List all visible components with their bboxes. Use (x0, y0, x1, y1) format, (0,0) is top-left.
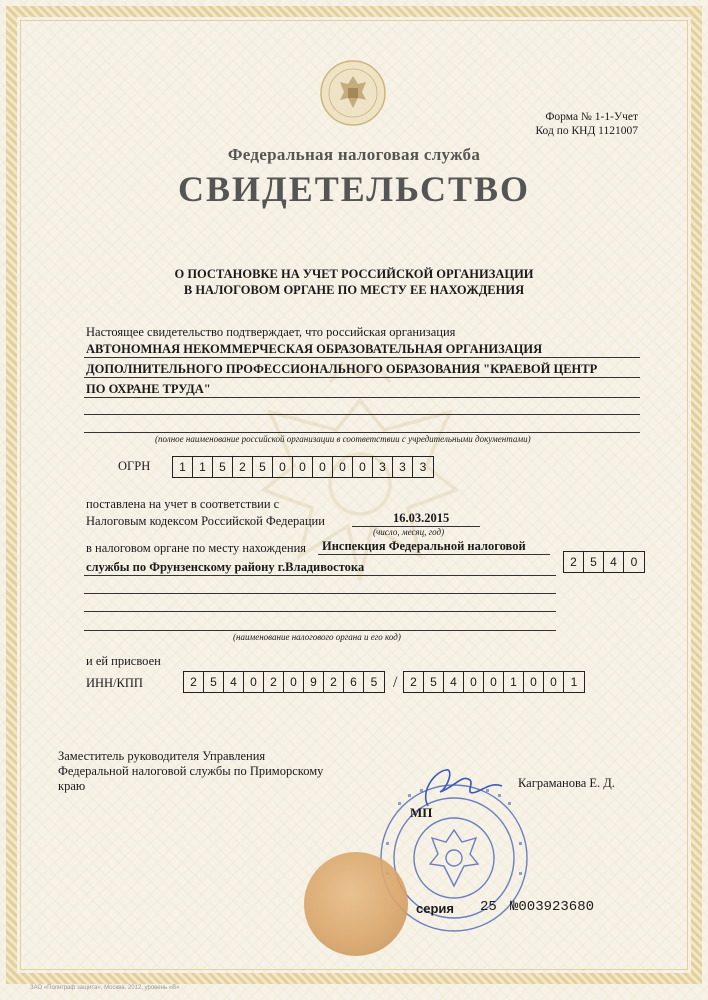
ogrn-digit: 2 (233, 457, 253, 477)
registered-text-1: поставлена на учет в соответствии с (86, 497, 280, 511)
subtitle-line-2: В НАЛОГОВОМ ОРГАНЕ ПО МЕСТУ ЕЕ НАХОЖДЕНИЯ (183, 283, 525, 297)
form-number: Форма № 1-1-Учет (545, 111, 638, 123)
authority-code-digit: 5 (584, 552, 604, 572)
signatory-position (58, 749, 323, 794)
serial-series: 25 (480, 899, 497, 915)
date-hint: (число, месяц, год) (373, 527, 445, 537)
ogrn-digit: 0 (353, 457, 373, 477)
inn-digit: 5 (370, 675, 378, 689)
org-name-hint: (полное наименование российской организации в соответствии с учредительными документами) (155, 434, 531, 444)
print-footer: ЗАО «Полиграф защита», Москва, 2012, уровень «В» (30, 985, 180, 991)
inn-digit: 2 (324, 672, 344, 692)
fns-emblem-icon (318, 58, 388, 128)
authority-code-digit: 4 (604, 552, 624, 572)
authority-name-1: Инспекция Федеральной налоговой (322, 539, 526, 553)
registration-date: 16.03.2015 (393, 511, 450, 525)
ogrn-label: ОГРН (118, 459, 151, 473)
authority-hint: (наименование налогового органа и его код) (233, 632, 401, 642)
kpp-digit: 0 (524, 672, 544, 692)
inn-kpp-separator: / (393, 674, 398, 691)
inn-digit: 2 (184, 672, 204, 692)
stamp-place: МП (410, 805, 433, 820)
signatory-name: Каграманова Е. Д. (518, 776, 615, 790)
kpp-digit: 4 (444, 672, 464, 692)
serial-number: №003923680 (510, 899, 595, 915)
kpp-digit: 5 (424, 672, 444, 692)
ogrn-field (172, 456, 434, 478)
authority-code-digit: 2 (564, 552, 584, 572)
authority-prefix: в налоговом органе по месту нахождения (86, 541, 307, 555)
position-line-3: краю (58, 779, 86, 793)
ogrn-digit: 0 (333, 457, 353, 477)
position-line-1: Заместитель руководителя Управления (58, 749, 266, 763)
kpp-digit: 0 (464, 672, 484, 692)
ogrn-digit: 3 (419, 460, 427, 474)
ogrn-digit: 5 (253, 457, 273, 477)
eagle-watermark-icon (210, 340, 510, 640)
document-title: СВИДЕТЕЛЬСТВО (177, 169, 531, 209)
authority-name-2: службы по Фрунзенскому району г.Владивостока (86, 560, 365, 574)
inn-digit: 4 (224, 672, 244, 692)
intro-text: Настоящее свидетельство подтверждает, что российская организация (86, 325, 456, 339)
ogrn-digit: 3 (393, 457, 413, 477)
kpp-digit: 2 (404, 672, 424, 692)
org-name-line-2: ДОПОЛНИТЕЛЬНОГО ПРОФЕССИОНАЛЬНОГО ОБРАЗОВАНИЯ "КРАЕВОЙ ЦЕНТР (86, 362, 598, 376)
subtitle-line-1: О ПОСТАНОВКЕ НА УЧЕТ РОССИЙСКОЙ ОРГАНИЗАЦИИ (174, 267, 534, 281)
inn-digit: 0 (244, 672, 264, 692)
kpp-digit: 0 (484, 672, 504, 692)
kpp-field (403, 671, 585, 693)
form-knd: Код по КНД 1121007 (535, 125, 638, 137)
ogrn-digit: 1 (193, 457, 213, 477)
authority-code-field (563, 551, 645, 573)
wax-seal (304, 852, 408, 956)
kpp-digit: 1 (570, 675, 578, 689)
org-name-line-1: АВТОНОМНАЯ НЕКОММЕРЧЕСКАЯ ОБРАЗОВАТЕЛЬНАЯ ОРГАНИЗАЦИЯ (86, 342, 543, 356)
kpp-digit: 1 (504, 672, 524, 692)
inn-digit: 0 (284, 672, 304, 692)
org-name-line-3: ПО ОХРАНЕ ТРУДА" (86, 382, 211, 396)
inn-digit: 6 (344, 672, 364, 692)
serial-label: серия (416, 901, 454, 916)
inn-kpp-label: ИНН/КПП (86, 676, 143, 690)
position-line-2: Федеральной налоговой службы по Приморскому (58, 764, 324, 778)
ogrn-digit: 0 (293, 457, 313, 477)
agency-name: Федеральная налоговая служба (227, 145, 481, 164)
inn-digit: 2 (264, 672, 284, 692)
form-code (535, 110, 638, 138)
inn-digit: 9 (304, 672, 324, 692)
inn-field (183, 671, 385, 693)
ogrn-digit: 1 (173, 457, 193, 477)
kpp-digit: 0 (544, 672, 564, 692)
ogrn-digit: 3 (373, 457, 393, 477)
ogrn-digit: 5 (213, 457, 233, 477)
authority-code-digit: 0 (630, 555, 638, 569)
assigned-text: и ей присвоен (86, 654, 161, 668)
inn-digit: 5 (204, 672, 224, 692)
registered-text-2: Налоговым кодексом Российской Федерации (86, 514, 325, 528)
ogrn-digit: 0 (313, 457, 333, 477)
document-subtitle (0, 266, 708, 298)
ogrn-digit: 0 (273, 457, 293, 477)
